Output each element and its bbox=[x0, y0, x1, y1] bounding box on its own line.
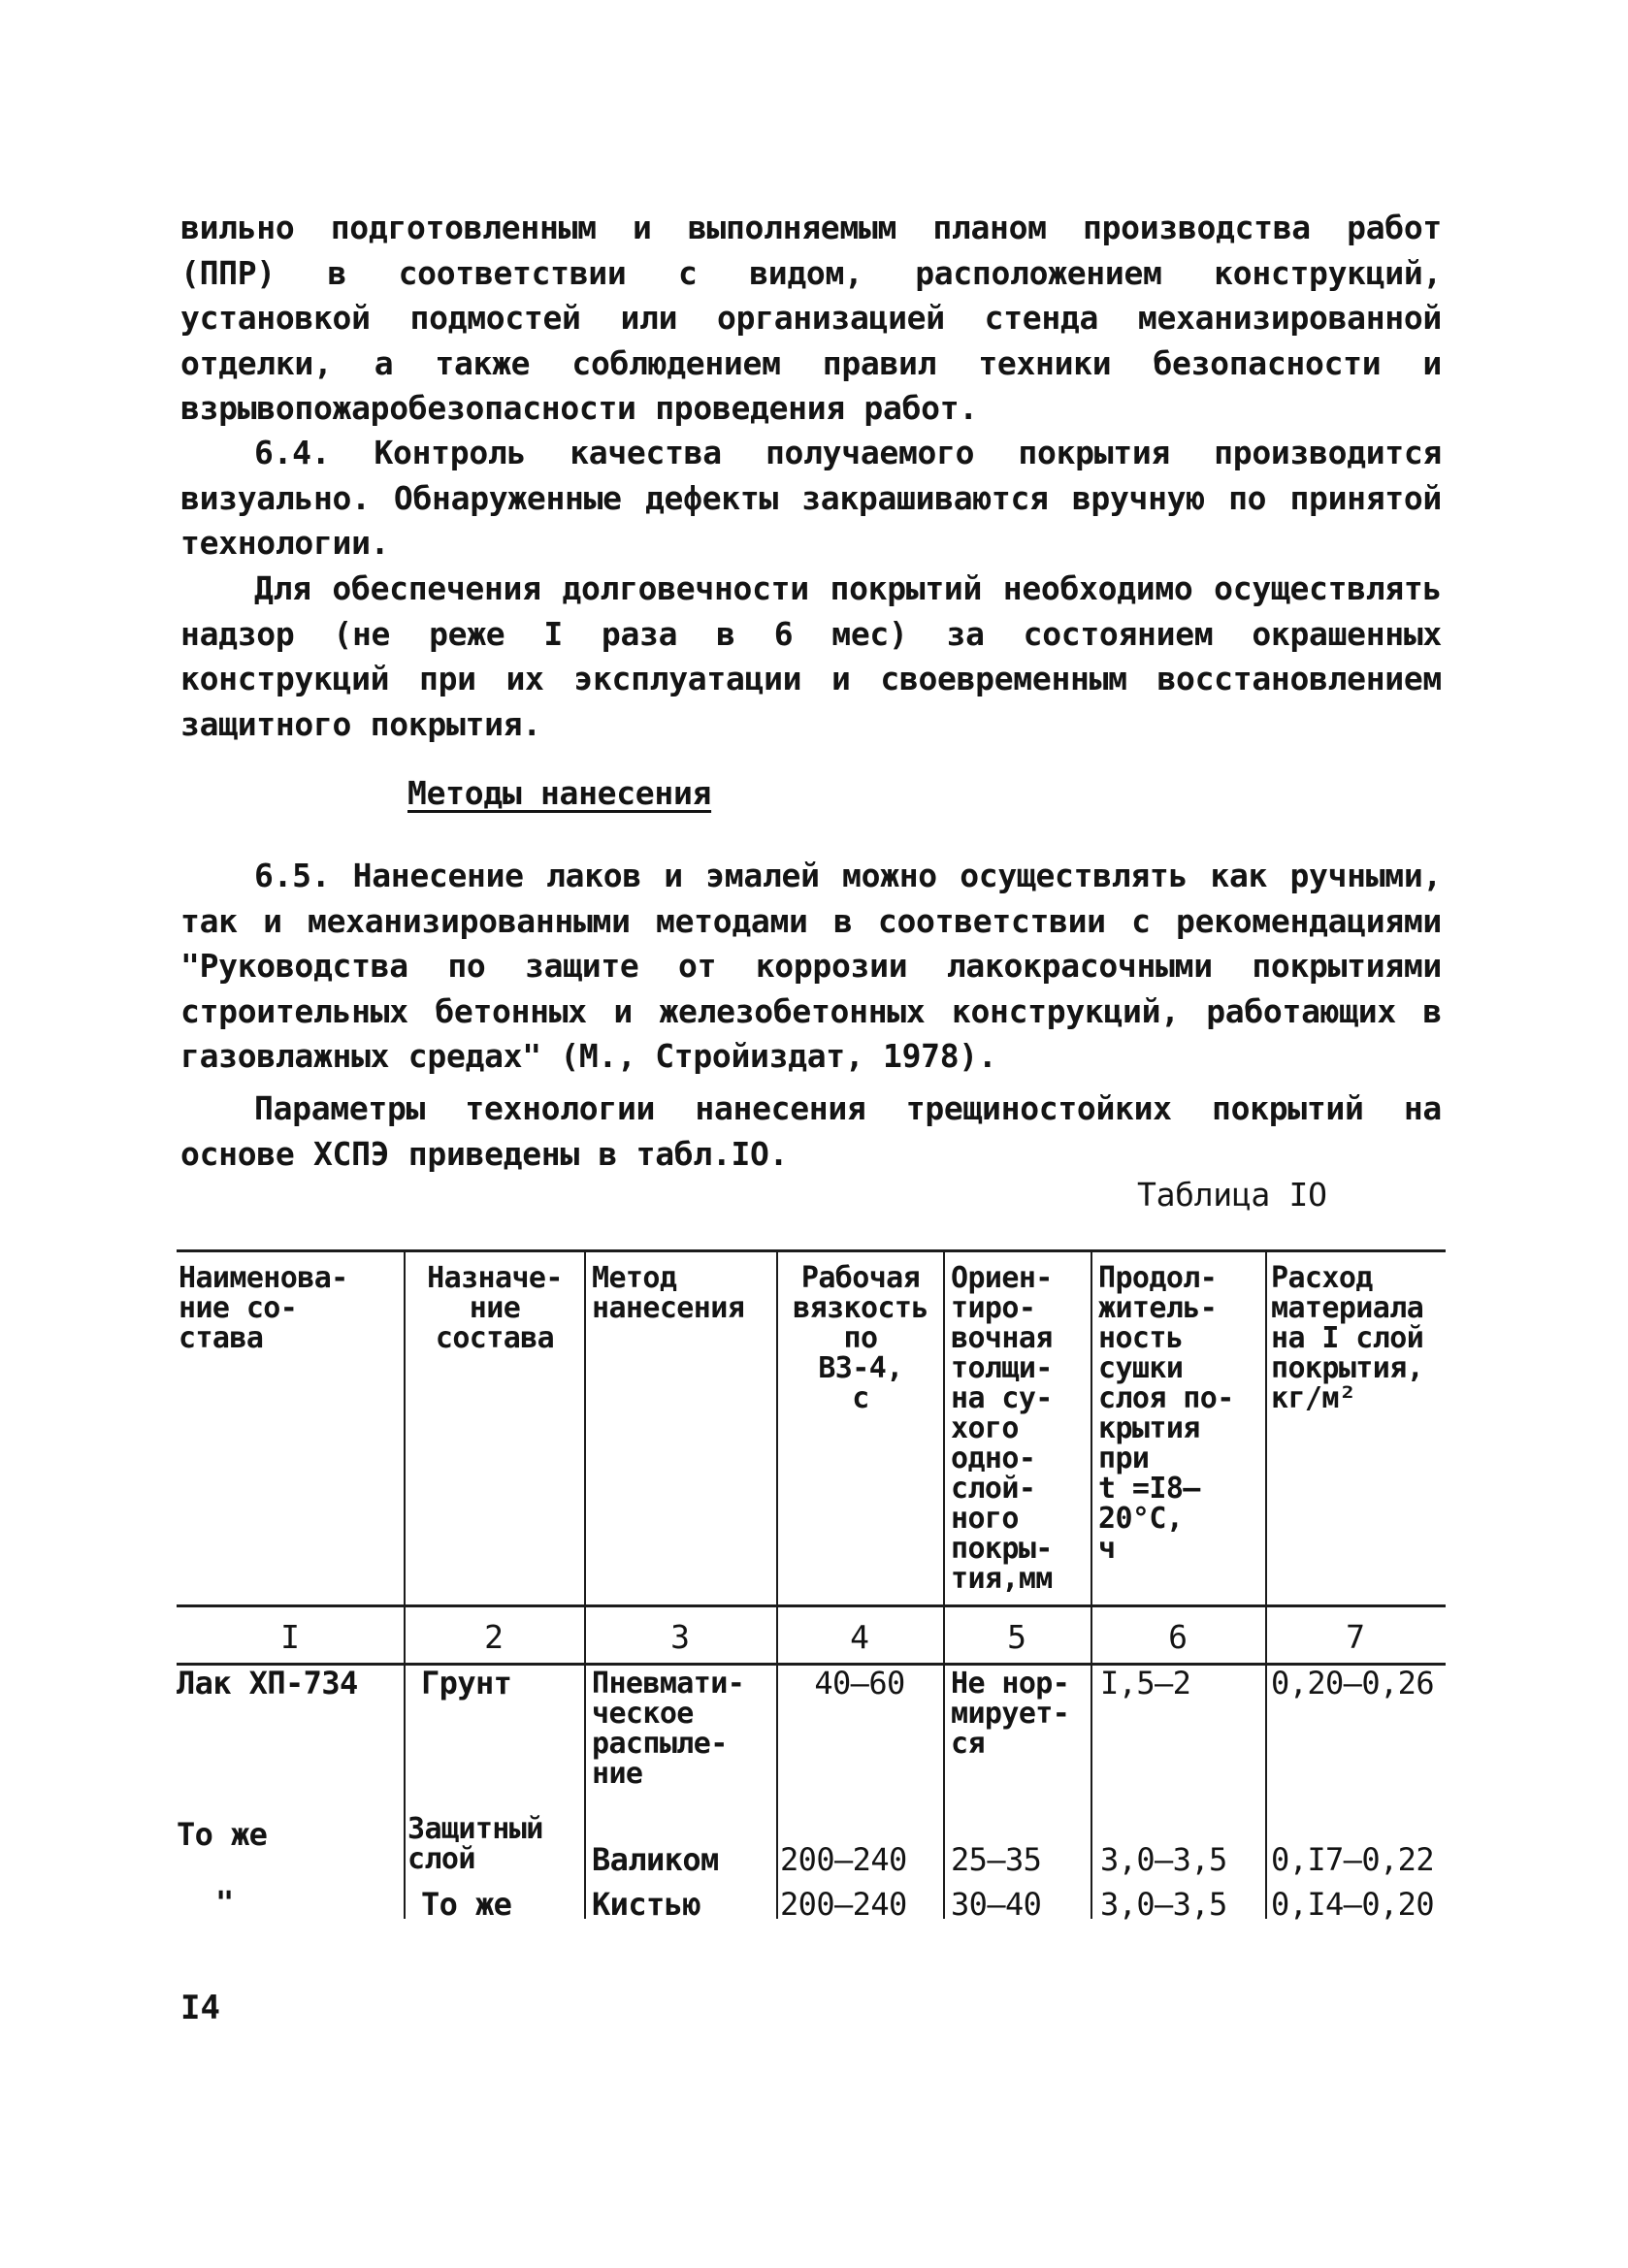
column-number: 4 bbox=[850, 1618, 869, 1656]
section-heading: Методы нанесения bbox=[407, 774, 712, 812]
column-number: 7 bbox=[1346, 1618, 1365, 1656]
column-number: 2 bbox=[484, 1618, 504, 1656]
row3-thickness: 30–40 bbox=[951, 1886, 1042, 1923]
header-thickness: Ориен- тиро- вочная толщи- на су- хого одно- слой- ного покры- тия,мм bbox=[951, 1261, 1053, 1596]
table-numbers-rule bbox=[177, 1663, 1446, 1666]
row1-purpose: Грунт bbox=[421, 1665, 512, 1701]
row3-name: " bbox=[215, 1884, 234, 1921]
paragraph-durability: Для обеспечения долговечности покрытий необходимо осуществлять надзор (не реже I раза в 6 мес) за состоянием окрашенных конструкций при их эксплуатации и своевременным восстановлением защитного покрытия. bbox=[180, 569, 1442, 743]
row1-consumption: 0,20–0,26 bbox=[1271, 1665, 1434, 1701]
header-name: Наименова- ние со- става bbox=[179, 1261, 348, 1355]
table-header-rule bbox=[177, 1604, 1446, 1607]
row1-viscosity: 40–60 bbox=[814, 1665, 905, 1701]
paragraph-6-4: 6.4. Контроль качества получаемого покрытия производится визуально. Обнаруженные дефекты закрашиваются вручную по принятой технологии. bbox=[180, 434, 1442, 562]
column-number: 5 bbox=[1007, 1618, 1026, 1656]
row2-drying: 3,0–3,5 bbox=[1100, 1841, 1227, 1878]
table-caption: Таблица IO bbox=[1137, 1176, 1327, 1214]
row2-method: Валиком bbox=[592, 1841, 719, 1878]
row1-drying: I,5–2 bbox=[1100, 1665, 1191, 1701]
header-purpose: Назначе- ние состава bbox=[427, 1261, 563, 1355]
row2-viscosity: 200–240 bbox=[780, 1841, 907, 1878]
paragraph-6-5: 6.5. Нанесение лаков и эмалей можно осуществлять как ручными, так и механизированными методами в соответствии с рекомендациями "Руководства по защите от коррозии лакокрасочными покрытиями строительных бетонных и железобетонных конструкций, работающих в газовлажных средах" (М., Стройиздат, 1978). bbox=[180, 857, 1442, 1075]
row1-name: Лак ХП-734 bbox=[177, 1665, 358, 1701]
header-drying: Продол- житель- ность сушки слоя по- крытия при t =I8–20°C, ч bbox=[1098, 1261, 1234, 1566]
header-method: Метод нанесения bbox=[592, 1261, 745, 1325]
paragraph-continuation: вильно подготовленным и выполняемым планом производства работ (ППР) в соответствии с видом, расположением конструкций, установкой подмостей или организацией стенда механизированной отделки, а также соблюдением правил техники безопасности и взрывопожаробезопасности проведения работ. bbox=[180, 209, 1442, 427]
row2-purpose: Защитный слой bbox=[407, 1812, 543, 1876]
column-divider bbox=[1091, 1251, 1092, 1919]
column-number: I bbox=[280, 1618, 300, 1656]
row2-name: То же bbox=[177, 1816, 268, 1853]
column-divider bbox=[404, 1251, 406, 1919]
parameters-table bbox=[177, 1249, 1446, 1923]
row3-viscosity: 200–240 bbox=[780, 1886, 907, 1923]
header-viscosity: Рабочая вязкость по ВЗ-4, с bbox=[793, 1261, 928, 1415]
row1-thickness: Не нор- мирует- ся bbox=[951, 1667, 1070, 1761]
column-divider bbox=[943, 1251, 945, 1919]
row2-thickness: 25–35 bbox=[951, 1841, 1042, 1878]
row1-method: Пневмати- ческое распыле- ние bbox=[592, 1667, 745, 1791]
column-divider bbox=[584, 1251, 586, 1919]
row3-consumption: 0,I4–0,20 bbox=[1271, 1886, 1434, 1923]
column-number: 6 bbox=[1168, 1618, 1188, 1656]
column-divider bbox=[776, 1251, 778, 1919]
table-top-rule bbox=[177, 1249, 1446, 1252]
row3-method: Кистью bbox=[592, 1886, 700, 1923]
row2-consumption: 0,I7–0,22 bbox=[1271, 1841, 1434, 1878]
page-number: I4 bbox=[180, 1989, 220, 2027]
column-number: 3 bbox=[670, 1618, 690, 1656]
header-consumption: Расход материала на I слой покрытия, кг/м² bbox=[1271, 1261, 1424, 1415]
row3-purpose: То же bbox=[421, 1886, 512, 1923]
row3-drying: 3,0–3,5 bbox=[1100, 1886, 1227, 1923]
paragraph-parameters: Параметры технологии нанесения трещиностойких покрытий на основе ХСПЭ приведены в табл.IO. bbox=[180, 1089, 1442, 1173]
